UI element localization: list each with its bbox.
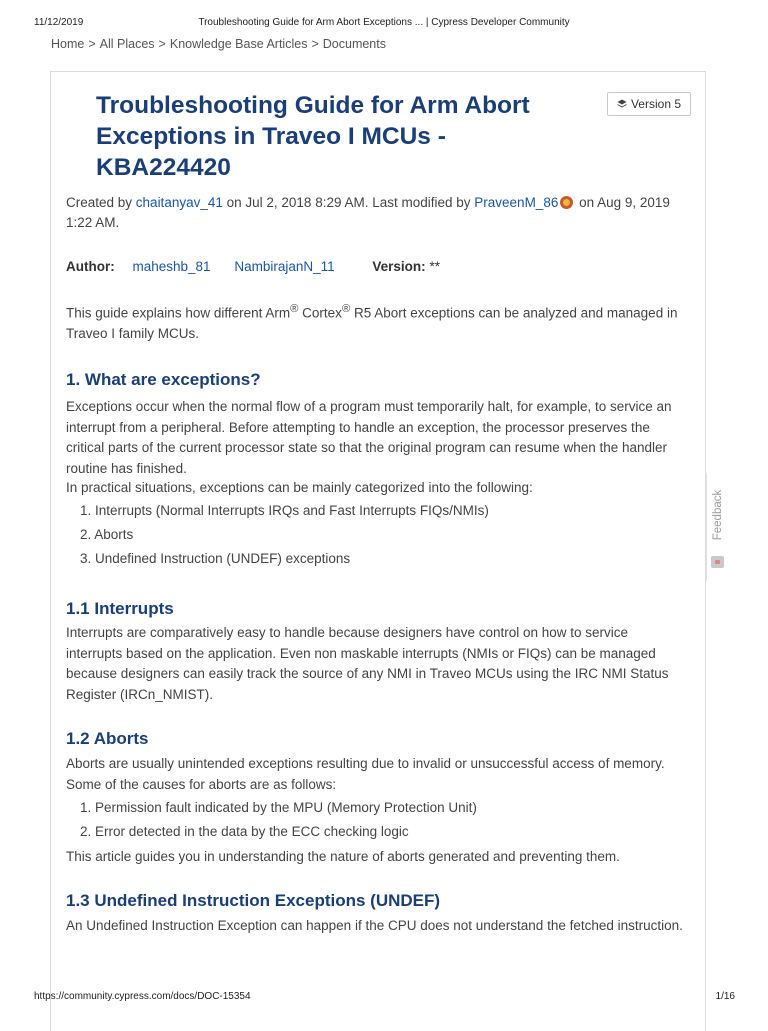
breadcrumb-separator: > bbox=[158, 37, 166, 51]
aborts-paragraph-2: This article guides you in understanding the nature of aborts generated and preventing them. bbox=[66, 849, 620, 864]
breadcrumb-separator: > bbox=[311, 37, 319, 51]
version-field-value: ** bbox=[429, 259, 440, 274]
author-row bbox=[66, 259, 440, 274]
document-card bbox=[50, 71, 706, 1031]
aborts-paragraph-1: Aborts are usually unintended exceptions resulting due to invalid or unsuccessful access of memory. Some of the causes for aborts are as follows: bbox=[66, 756, 665, 792]
title-line-3: KBA224420 bbox=[96, 154, 231, 181]
version-badge[interactable] bbox=[607, 92, 691, 116]
heading-undefined-instruction: 1.3 Undefined Instruction Exceptions (UNDEF) bbox=[66, 891, 441, 910]
intro-text-1: This guide explains how different Arm bbox=[66, 305, 291, 321]
author-link-maheshb[interactable]: maheshb_81 bbox=[132, 259, 211, 274]
intro-text-3: R5 Abort exceptions can be analyzed and managed in Traveo I family MCUs. bbox=[66, 305, 678, 341]
author-link-nambirajann[interactable]: NambirajanN_11 bbox=[234, 259, 335, 274]
author-label: Author: bbox=[66, 259, 115, 274]
breadcrumb-all-places[interactable]: All Places bbox=[99, 37, 155, 51]
intro-paragraph bbox=[66, 299, 688, 345]
exceptions-paragraph-1: Exceptions occur when the normal flow of a program must temporarily halt, for example, to service an interrupt from a peripheral. Before attempting to handle an exception, the processor preserves the critical parts of the current processor state so that the original program can resume when the handler routine has finished. bbox=[66, 399, 672, 476]
version-label: Version 5 bbox=[630, 97, 682, 111]
meta-created-prefix: Created by bbox=[66, 195, 136, 210]
list-item: 2. Aborts bbox=[80, 527, 134, 542]
list-item: 2. Error detected in the data by the ECC checking logic bbox=[80, 824, 409, 839]
breadcrumb-home[interactable]: Home bbox=[51, 37, 85, 51]
meta-created-on: on Jul 2, 2018 8:29 AM. Last modified by bbox=[222, 195, 475, 210]
list-item: 3. Undefined Instruction (UNDEF) exceptions bbox=[80, 551, 351, 566]
breadcrumb bbox=[51, 37, 386, 51]
registered-mark: ® bbox=[341, 303, 351, 315]
print-page-number: 1/16 bbox=[715, 991, 735, 1002]
list-item: 1. Interrupts (Normal Interrupts IRQs and Fast Interrupts FIQs/NMIs) bbox=[80, 503, 489, 518]
title-line-2: Exceptions in Traveo I MCUs - bbox=[96, 123, 446, 150]
breadcrumb-separator: > bbox=[88, 37, 96, 51]
feedback-tab[interactable] bbox=[706, 473, 729, 581]
breadcrumb-knowledge-base-articles[interactable]: Knowledge Base Articles bbox=[169, 37, 308, 51]
print-page-title: Troubleshooting Guide for Arm Abort Exceptions ... | Cypress Developer Community bbox=[198, 17, 570, 28]
interrupts-paragraph: Interrupts are comparatively easy to handle because designers have control on how to service interrupts based on the application. Even non maskable interrupts (NMIs or FIQs) can be managed because designers can easily track the source of any NMI in Traveo MCUs using the IRC NMI Status Register (IRCn_NMIST). bbox=[66, 625, 669, 702]
layers-icon bbox=[617, 99, 627, 109]
feedback-icon bbox=[711, 556, 724, 568]
exceptions-list bbox=[80, 501, 489, 573]
print-header bbox=[0, 17, 768, 33]
page-title bbox=[96, 90, 576, 183]
meta-modified-on: on Aug 9, 2019 1:22 AM. bbox=[66, 195, 670, 230]
feedback-label: Feedback bbox=[712, 489, 724, 541]
heading-what-are-exceptions: 1. What are exceptions? bbox=[66, 370, 261, 389]
user-badge-icon bbox=[560, 196, 573, 209]
intro-text-2: Cortex bbox=[298, 305, 342, 321]
document-meta bbox=[66, 193, 686, 233]
print-date: 11/12/2019 bbox=[34, 17, 84, 28]
list-item: 1. Permission fault indicated by the MPU (Memory Protection Unit) bbox=[80, 800, 477, 815]
version-field-label: Version: bbox=[372, 259, 426, 274]
aborts-list bbox=[80, 798, 477, 846]
title-line-1: Troubleshooting Guide for Arm Abort bbox=[96, 92, 530, 119]
print-url: https://community.cypress.com/docs/DOC-15354 bbox=[34, 991, 251, 1002]
exceptions-paragraph-2: In practical situations, exceptions can be mainly categorized into the following: bbox=[66, 480, 533, 495]
heading-interrupts: 1.1 Interrupts bbox=[66, 599, 174, 618]
modified-by-link[interactable]: PraveenM_86 bbox=[474, 195, 559, 210]
created-by-link[interactable]: chaitanyav_41 bbox=[135, 195, 223, 210]
registered-mark: ® bbox=[290, 303, 299, 315]
breadcrumb-documents[interactable]: Documents bbox=[322, 37, 386, 51]
heading-aborts: 1.2 Aborts bbox=[66, 729, 149, 748]
undef-paragraph: An Undefined Instruction Exception can happen if the CPU does not understand the fetched instruction. bbox=[66, 918, 683, 933]
